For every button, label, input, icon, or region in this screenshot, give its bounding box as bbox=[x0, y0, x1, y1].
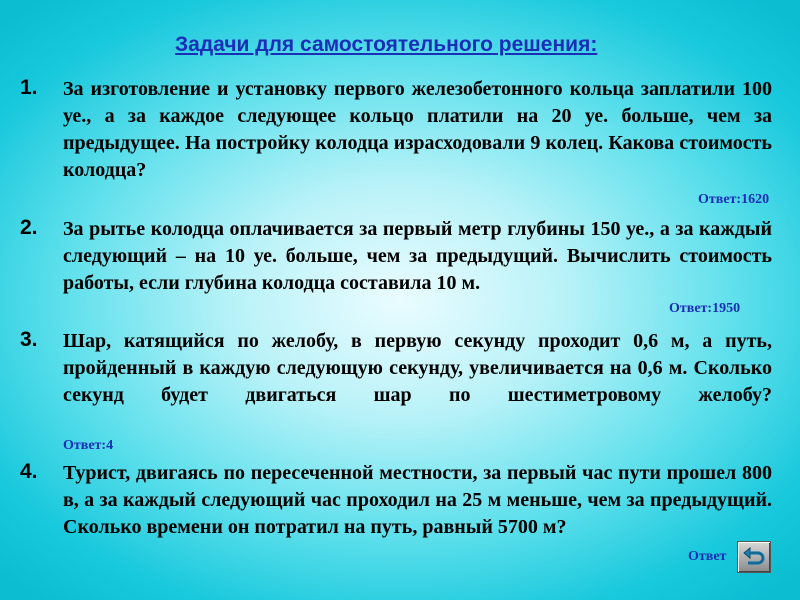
task-number: 2. bbox=[20, 216, 38, 239]
task-text: За рытье колодца оплачивается за первый метр глубины 150 уе., а за каждый следующий – на 10 уе. больше, чем за предыдущий. Вычислить стоимость работы, если глубина колодца составила 10 м. bbox=[63, 218, 772, 294]
return-arrow-icon bbox=[741, 543, 767, 572]
task-3 bbox=[20, 328, 772, 409]
task-answer: Ответ:1620 bbox=[698, 192, 770, 207]
task-answer: Ответ bbox=[688, 549, 727, 564]
task-1 bbox=[20, 76, 772, 184]
page-title: Задачи для самостоятельного решения: bbox=[175, 33, 598, 56]
task-number: 1. bbox=[20, 76, 38, 99]
task-text: Шар, катящийся по желобу, в первую секунду проходит 0,6 м, а путь, пройденный в каждую следующую секунду, увеличивается на 0,6 м. Сколько секунд будет двигаться шар по шестиметровому желобу? bbox=[63, 330, 772, 406]
task-2 bbox=[20, 216, 772, 297]
return-button[interactable] bbox=[737, 541, 771, 573]
task-text: За изготовление и установку первого железобетонного кольца заплатили 100 уе., а за каждое следующее кольцо платили на 20 уе. больше, чем за предыдущее. На постройку колодца израсходовали 9 колец. Какова стоимость колодца? bbox=[63, 78, 772, 181]
task-text: Турист, двигаясь по пересеченной местности, за первый час пути прошел 800 в, а за каждый следующий час проходил на 25 м меньше, чем за предыдущий. Сколько времени он потратил на путь, равный 5700 м? bbox=[63, 462, 772, 538]
task-number: 4. bbox=[20, 460, 38, 483]
task-answer: Ответ:4 bbox=[63, 438, 114, 453]
task-4 bbox=[20, 460, 772, 541]
task-number: 3. bbox=[20, 328, 38, 351]
task-answer: Ответ:1950 bbox=[669, 301, 741, 316]
